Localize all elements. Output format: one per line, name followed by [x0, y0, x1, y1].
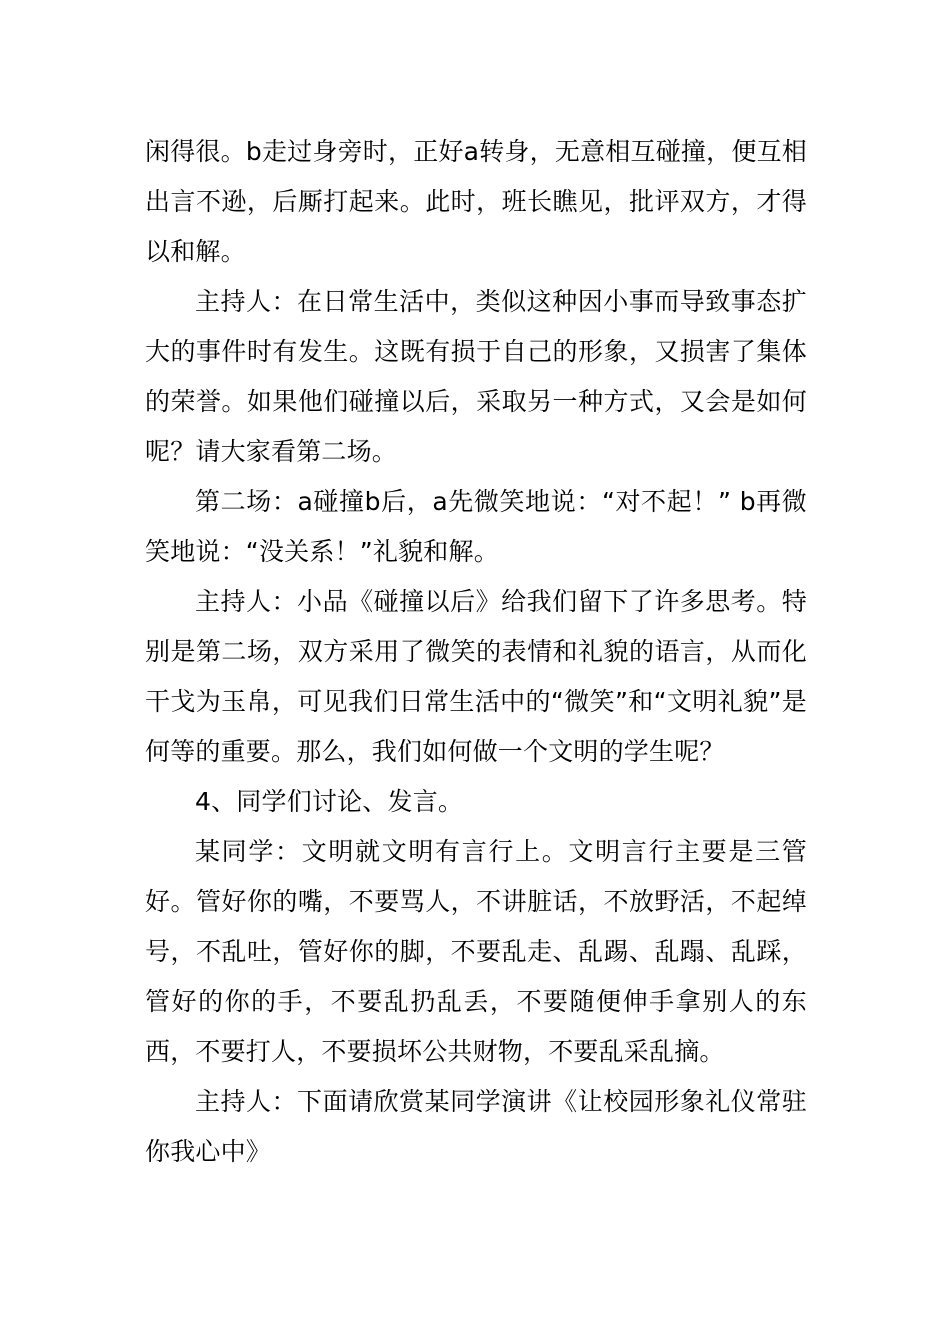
paragraph-host-remark-3: 主持人：下面请欣赏某同学演讲《让校园形象礼仪常驻你我心中》 [145, 1087, 807, 1166]
paragraph-student-speech: 某同学：文明就文明有言行上。文明言行主要是三管好。管好你的嘴，不要骂人，不讲脏话，不放野活，不起绰号，不乱吐，管好你的脚，不要乱走、乱踢、乱蹋、乱踩，管好的你的手，不要乱扔乱丢，不要随便伸手拿别人的东西，不要打人，不要损坏公共财物，不要乱采乱摘。 [145, 837, 807, 1066]
paragraph-host-remark-2: 主持人：小品《碰撞以后》给我们留下了许多思考。特别是第二场，双方采用了微笑的表情和礼貌的语言，从而化干戈为玉帛，可见我们日常生活中的“微笑”和“文明礼貌”是何等的重要。那么，我们如何做一个文明的学生呢？ [145, 587, 807, 766]
paragraph-host-remark-1: 主持人：在日常生活中，类似这种因小事而导致事态扩大的事件时有发生。这既有损于自己的形象，又损害了集体的荣誉。如果他们碰撞以后，采取另一种方式，又会是如何呢？请大家看第二场。 [145, 287, 807, 466]
paragraph-continuation: 闲得很。b走过身旁时，正好a转身，无意相互碰撞，便互相出言不逊，后厮打起来。此时，班长瞧见，批评双方，才得以和解。 [145, 137, 807, 266]
document-body [145, 127, 807, 1177]
paragraph-scene-two: 第二场：a碰撞b后，a先微笑地说：“对不起！” b再微笑地说：“没关系！”礼貌和解。 [145, 487, 807, 566]
paragraph-discussion-step: 4、同学们讨论、发言。 [195, 787, 464, 816]
